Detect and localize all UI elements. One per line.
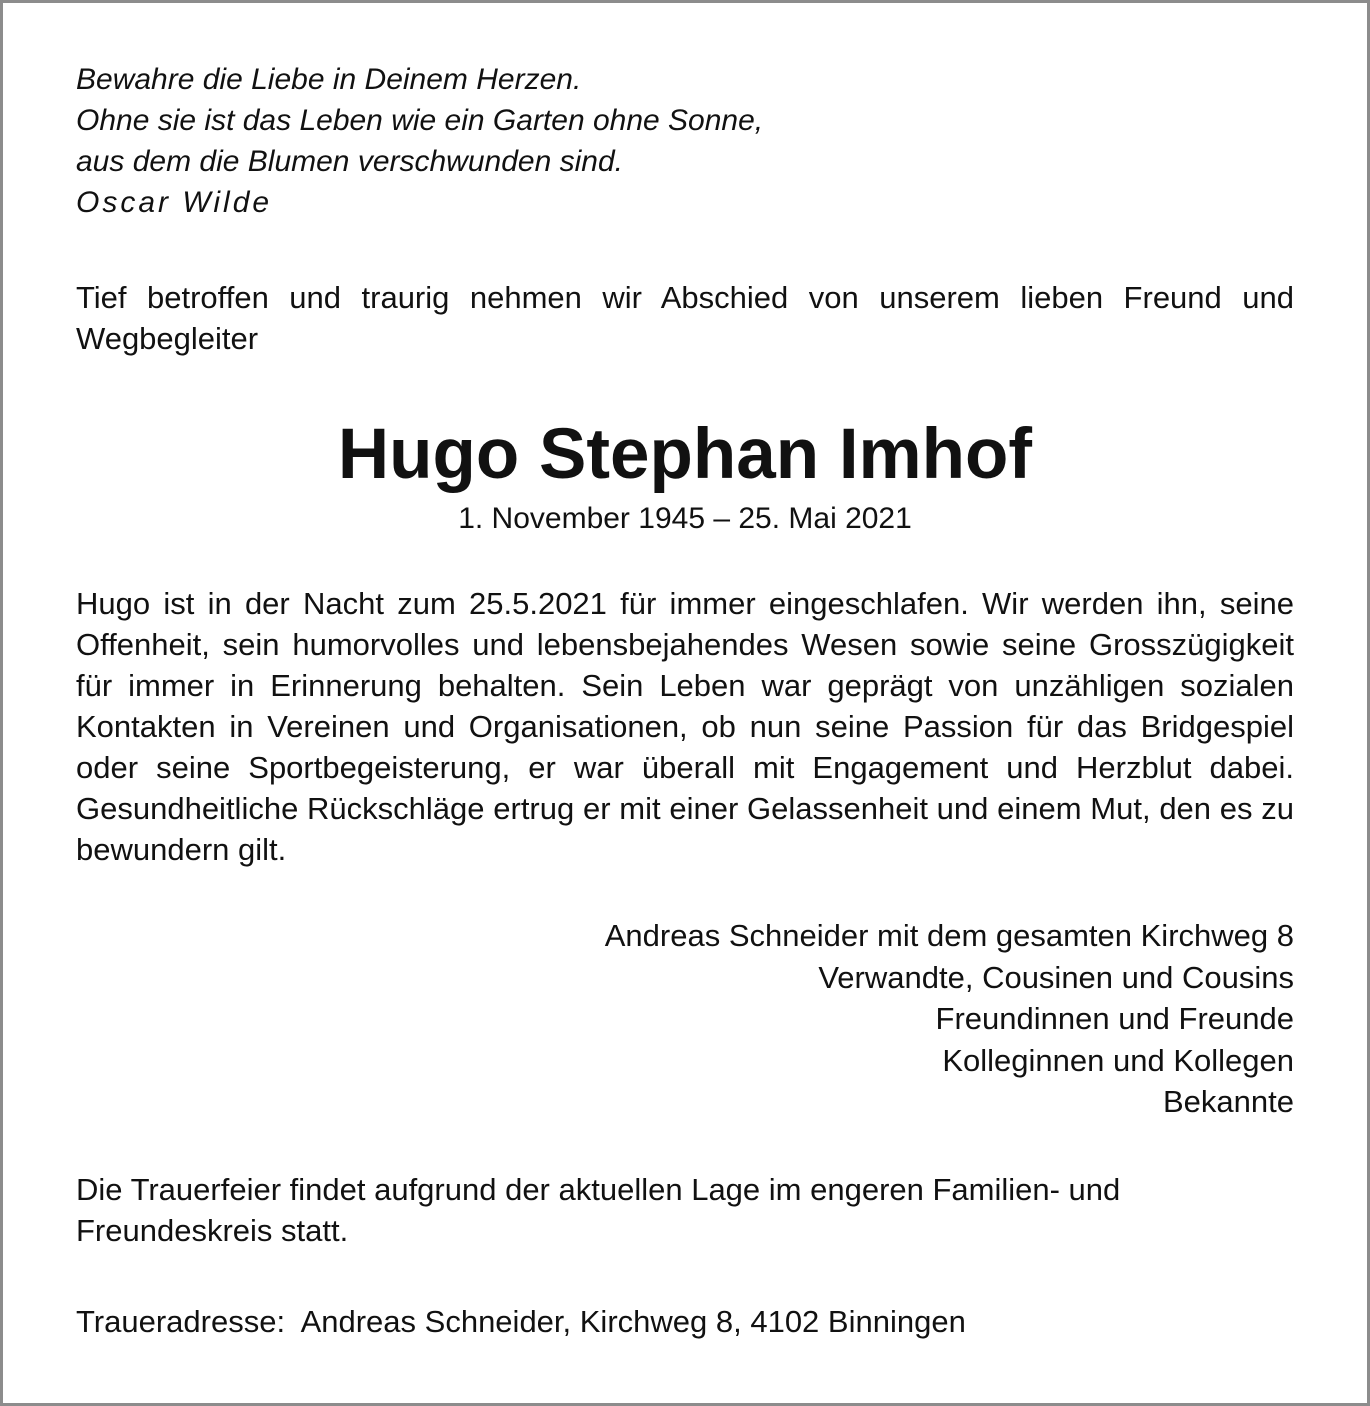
mourning-address — [76, 1301, 1294, 1342]
quote-line: aus dem die Blumen verschwunden sind. — [76, 145, 623, 178]
signer-line: Verwandte, Cousinen und Cousins — [818, 959, 1294, 995]
deceased-name: Hugo Stephan Imhof — [337, 415, 1033, 494]
quote-author: Oscar Wilde — [76, 186, 273, 219]
address-value: Andreas Schneider, Kirchweg 8, 4102 Binningen — [300, 1303, 966, 1339]
address-label: Traueradresse: — [76, 1303, 286, 1339]
quote-block — [76, 59, 1294, 223]
signer-line: Kolleginnen und Kollegen — [942, 1042, 1294, 1078]
quote-line: Bewahre die Liebe in Deinem Herzen. — [76, 63, 582, 96]
ceremony-text: Die Trauerfeier findet aufgrund der aktuellen Lage im engeren Familien- und Freundeskreis statt. — [76, 1171, 1121, 1248]
intro-text: Tief betroffen und traurig nehmen wir Abschied von unserem lieben Freund und Wegbegleiter — [76, 280, 1294, 356]
life-dates: 1. November 1945 – 25. Mai 2021 — [458, 502, 912, 535]
signers-list — [76, 915, 1294, 1123]
tribute-text: Hugo ist in der Nacht zum 25.5.2021 für immer eingeschlafen. Wir werden ihn, seine Offenheit, sein humorvolles und lebensbejahendes Wesen sowie seine Grosszügigkeit für immer in Erinnerung behalten. Sein Leben war geprägt von unzähligen sozialen Kontakten in Vereinen und Organisationen, ob nun seine Passion für das Bridgespiel oder seine Sportbegeisterung, er war überall mit Engagement und Herzblut dabei. Gesundheitliche Rückschläge ertrug er mit einer Gelassenheit und einem Mut, den es zu bewundern gilt. — [76, 586, 1294, 867]
quote-line: Ohne sie ist das Leben wie ein Garten ohne Sonne, — [76, 104, 764, 137]
signer-line: Andreas Schneider mit dem gesamten Kirchweg 8 — [604, 918, 1294, 953]
obituary-notice — [76, 59, 1294, 1342]
signer-line: Bekannte — [1163, 1084, 1294, 1120]
signer-line: Freundinnen und Freunde — [935, 1001, 1294, 1037]
